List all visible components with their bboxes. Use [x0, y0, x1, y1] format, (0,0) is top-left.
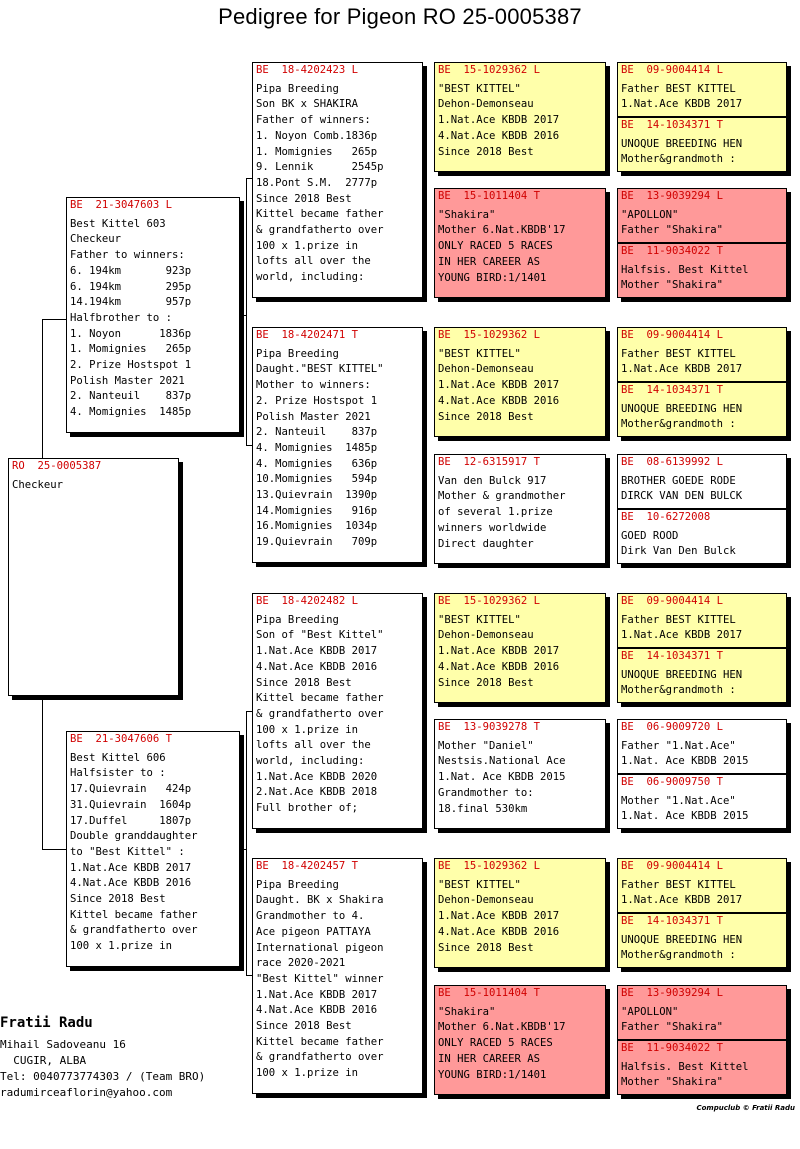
- note-line: 1.Nat.Ace KBDB 2017: [438, 379, 560, 392]
- pigeon-notes: [621, 529, 783, 560]
- note-line: 1.Nat.Ace KBDB 2017: [70, 861, 192, 874]
- note-line: 18.Pont S.M. 2777p: [256, 176, 378, 189]
- note-line: 4.Nat.Ace KBDB 2016: [438, 129, 560, 142]
- note-line: Since 2018 Best: [438, 410, 534, 423]
- ring-number: BE 15-1011404 T: [438, 190, 541, 202]
- ring-number: BE 14-1034371 T: [621, 119, 724, 131]
- note-line: 6. 194km 923p: [70, 264, 192, 277]
- note-line: IN HER CAREER AS: [438, 1052, 541, 1065]
- note-line: 100 x 1.prize in: [70, 940, 173, 953]
- connector-sire-grandparents: [246, 178, 247, 445]
- ring-number: BE 14-1034371 T: [621, 384, 724, 396]
- note-line: & grandfatherto over: [70, 924, 198, 937]
- page-title: Pedigree for Pigeon RO 25-0005387: [218, 4, 582, 29]
- ring-number: BE 11-9034022 T: [621, 1042, 724, 1054]
- note-line: Father "Shakira": [621, 1021, 724, 1034]
- note-line: "APOLLON": [621, 208, 679, 221]
- note-line: Mother&grandmoth :: [621, 949, 736, 962]
- note-line: 1.Nat. Ace KBDB 2015: [621, 810, 749, 823]
- note-line: 4.Nat.Ace KBDB 2016: [438, 394, 560, 407]
- connector-sire-grandparents: [246, 445, 252, 446]
- owner-phone: Tel: 0040773774303 / (Team BRO): [0, 1070, 206, 1083]
- connector-subject-sire: [42, 319, 43, 458]
- grandparent-card-4[interactable]: [252, 858, 423, 1094]
- note-line: Nestsis.National Ace: [438, 755, 566, 768]
- note-line: Pipa Breeding: [256, 613, 339, 626]
- note-line: 14.Momignies 916p: [256, 504, 378, 517]
- note-line: world, including:: [256, 755, 365, 768]
- note-line: "APOLLON": [621, 1005, 679, 1018]
- note-line: Dirk Van Den Bulck: [621, 545, 736, 558]
- note-line: Son of "Best Kittel": [256, 629, 384, 642]
- pigeon-notes: [256, 878, 419, 1082]
- great-grandparent-card-2[interactable]: [434, 188, 606, 298]
- note-line: Dehon-Demonseau: [438, 629, 534, 642]
- note-line: Father BEST KITTEL: [621, 347, 736, 360]
- note-line: 1.Nat.Ace KBDB 2020: [256, 770, 378, 783]
- note-line: International pigeon: [256, 941, 384, 954]
- ring-number: BE 13-9039294 L: [621, 987, 724, 999]
- great-great-grandparent-card-3[interactable]: [617, 188, 787, 243]
- note-line: & grandfatherto over: [256, 224, 384, 237]
- note-line: Best Kittel 606: [70, 751, 166, 764]
- great-great-grandparent-card-9[interactable]: [617, 593, 787, 648]
- pigeon-notes: [621, 82, 783, 113]
- owner-email[interactable]: radumirceaflorin@yahoo.com: [0, 1086, 173, 1099]
- great-grandparent-card-8[interactable]: [434, 985, 606, 1095]
- great-great-grandparent-card-8[interactable]: [617, 509, 787, 564]
- great-great-grandparent-card-12[interactable]: [617, 774, 787, 829]
- note-line: UNOQUE BREEDING HEN: [621, 402, 743, 415]
- great-great-grandparent-card-6[interactable]: [617, 382, 787, 437]
- ring-number: BE 18-4202423 L: [256, 64, 359, 76]
- note-line: Direct daughter: [438, 537, 534, 550]
- note-line: Mother 6.Nat.KBDB'17: [438, 1021, 566, 1034]
- ring-number: BE 14-1034371 T: [621, 915, 724, 927]
- note-line: 1.Nat.Ace KBDB 2017: [621, 894, 743, 907]
- ring-number: BE 14-1034371 T: [621, 650, 724, 662]
- note-line: Pipa Breeding: [256, 82, 339, 95]
- note-line: 100 x 1.prize in: [256, 239, 359, 252]
- great-great-grandparent-card-15[interactable]: [617, 985, 787, 1040]
- note-line: 1.Nat.Ace KBDB 2017: [438, 114, 560, 127]
- pigeon-notes: [256, 613, 419, 817]
- note-line: 18.final 530km: [438, 802, 528, 815]
- pigeon-notes: [621, 878, 783, 909]
- note-line: Dehon-Demonseau: [438, 98, 534, 111]
- pigeon-notes: [621, 794, 783, 825]
- connector-sire-grandparents: [246, 178, 252, 179]
- note-line: UNOQUE BREEDING HEN: [621, 933, 743, 946]
- note-line: BROTHER GOEDE RODE: [621, 474, 736, 487]
- note-line: 100 x 1.prize in: [256, 723, 359, 736]
- note-line: 19.Quievrain 709p: [256, 536, 378, 549]
- note-line: Halfsis. Best Kittel: [621, 1060, 749, 1073]
- note-line: 2.Nat.Ace KBDB 2018: [256, 786, 378, 799]
- great-grandparent-card-6[interactable]: [434, 719, 606, 829]
- note-line: 17.Quievrain 424p: [70, 783, 192, 796]
- note-line: to "Best Kittel" :: [70, 845, 185, 858]
- note-line: Kittel became father: [256, 692, 384, 705]
- ring-number: BE 11-9034022 T: [621, 245, 724, 257]
- connector-dam-grandparents: [246, 711, 252, 712]
- great-great-grandparent-card-11[interactable]: [617, 719, 787, 774]
- note-line: Father of winners:: [256, 114, 371, 127]
- subject-pigeon-card[interactable]: [8, 458, 179, 696]
- note-line: ONLY RACED 5 RACES: [438, 240, 553, 253]
- note-line: UNOQUE BREEDING HEN: [621, 137, 743, 150]
- grandparent-card-2[interactable]: [252, 327, 423, 563]
- pigeon-notes: [621, 402, 783, 433]
- note-line: Kittel became father: [256, 208, 384, 221]
- note-line: "Best Kittel" winner: [256, 972, 384, 985]
- note-line: 2. Prize Hostspot 1: [256, 394, 378, 407]
- note-line: & grandfatherto over: [256, 707, 384, 720]
- note-line: 1.Nat.Ace KBDB 2017: [621, 98, 743, 111]
- pigeon-notes: [621, 668, 783, 699]
- note-line: 2. Prize Hostspot 1: [70, 359, 192, 372]
- note-line: Since 2018 Best: [438, 676, 534, 689]
- note-line: 1.Nat.Ace KBDB 2017: [256, 988, 378, 1001]
- note-line: Van den Bulck 917: [438, 474, 547, 487]
- great-great-grandparent-card-5[interactable]: [617, 327, 787, 382]
- note-line: Mother "1.Nat.Ace": [621, 794, 736, 807]
- note-line: Father BEST KITTEL: [621, 878, 736, 891]
- note-line: 6. 194km 295p: [70, 280, 192, 293]
- note-line: Mother&grandmoth :: [621, 684, 736, 697]
- note-line: Since 2018 Best: [256, 676, 352, 689]
- pigeon-notes: [621, 263, 783, 294]
- note-line: race 2020-2021: [256, 957, 346, 970]
- ring-number: RO 25-0005387: [12, 460, 102, 472]
- great-grandparent-card-4[interactable]: [434, 454, 606, 564]
- pigeon-notes: [438, 208, 602, 287]
- note-line: 14.194km 957p: [70, 296, 192, 309]
- connector-sire-grandparents: [240, 315, 246, 316]
- note-line: Since 2018 Best: [438, 941, 534, 954]
- note-line: Halfbrother to :: [70, 311, 173, 324]
- note-line: 1.Nat.Ace KBDB 2017: [256, 645, 378, 658]
- pigeon-notes: [621, 137, 783, 168]
- owner-info: [0, 1015, 205, 1101]
- note-line: Mother & grandmother: [438, 490, 566, 503]
- note-line: Checkeur: [12, 478, 64, 491]
- ring-number: BE 15-1029362 L: [438, 329, 541, 341]
- note-line: Mother "Daniel": [438, 739, 534, 752]
- note-line: UNOQUE BREEDING HEN: [621, 668, 743, 681]
- pigeon-notes: [621, 1060, 783, 1091]
- ring-number: BE 21-3047606 T: [70, 733, 173, 745]
- note-line: Dehon-Demonseau: [438, 894, 534, 907]
- note-line: Mother&grandmoth :: [621, 418, 736, 431]
- note-line: Since 2018 Best: [438, 145, 534, 158]
- note-line: 1.Nat.Ace KBDB 2017: [621, 629, 743, 642]
- ring-number: BE 13-9039278 T: [438, 721, 541, 733]
- great-great-grandparent-card-13[interactable]: [617, 858, 787, 913]
- note-line: Mother 6.Nat.KBDB'17: [438, 224, 566, 237]
- great-great-grandparent-card-10[interactable]: [617, 648, 787, 703]
- ring-number: BE 15-1029362 L: [438, 64, 541, 76]
- note-line: Kittel became father: [70, 908, 198, 921]
- owner-address-line2: CUGIR, ALBA: [0, 1054, 87, 1067]
- note-line: DIRCK VAN DEN BULCK: [621, 490, 743, 503]
- ring-number: BE 15-1029362 L: [438, 860, 541, 872]
- note-line: YOUNG BIRD:1/1401: [438, 271, 547, 284]
- note-line: ONLY RACED 5 RACES: [438, 1037, 553, 1050]
- note-line: Double granddaughter: [70, 830, 198, 843]
- note-line: 1. Momignies 265p: [256, 145, 378, 158]
- great-great-grandparent-card-2[interactable]: [617, 117, 787, 172]
- pigeon-notes: [621, 347, 783, 378]
- note-line: Pipa Breeding: [256, 347, 339, 360]
- ring-number: BE 06-9009720 L: [621, 721, 724, 733]
- note-line: winners worldwide: [438, 521, 547, 534]
- note-line: Mother "Shakira": [621, 279, 724, 292]
- note-line: Mother to winners:: [256, 379, 371, 392]
- note-line: Since 2018 Best: [70, 893, 166, 906]
- great-great-grandparent-card-14[interactable]: [617, 913, 787, 968]
- note-line: 1.Nat. Ace KBDB 2015: [438, 771, 566, 784]
- software-credit: Compuclub © Fratii Radu: [696, 1104, 795, 1112]
- great-great-grandparent-card-7[interactable]: [617, 454, 787, 509]
- note-line: Polish Master 2021: [70, 374, 185, 387]
- note-line: Checkeur: [70, 233, 122, 246]
- pigeon-notes: [438, 739, 602, 818]
- ring-number: BE 09-9004414 L: [621, 860, 724, 872]
- ring-number: BE 09-9004414 L: [621, 595, 724, 607]
- pigeon-notes: [438, 82, 602, 161]
- note-line: "Shakira": [438, 1005, 496, 1018]
- note-line: Mother&grandmoth :: [621, 153, 736, 166]
- note-line: 4. Momignies 1485p: [256, 441, 378, 454]
- grandparent-card-3[interactable]: [252, 593, 423, 829]
- pigeon-notes: [438, 474, 602, 553]
- note-line: Father BEST KITTEL: [621, 82, 736, 95]
- note-line: 1.Nat.Ace KBDB 2017: [438, 910, 560, 923]
- note-line: 16.Momignies 1034p: [256, 520, 378, 533]
- note-line: Halfsis. Best Kittel: [621, 263, 749, 276]
- note-line: "Shakira": [438, 208, 496, 221]
- note-line: Full brother of;: [256, 802, 359, 815]
- great-grandparent-card-3[interactable]: [434, 327, 606, 437]
- pigeon-notes: [621, 739, 783, 770]
- ring-number: BE 18-4202457 T: [256, 860, 359, 872]
- pigeon-notes: [438, 347, 602, 426]
- note-line: 4. Momignies 1485p: [70, 406, 192, 419]
- great-grandparent-card-1[interactable]: [434, 62, 606, 172]
- note-line: 1.Nat.Ace KBDB 2017: [438, 645, 560, 658]
- note-line: 4.Nat.Ace KBDB 2016: [256, 660, 378, 673]
- pigeon-notes: [438, 1005, 602, 1084]
- note-line: 4.Nat.Ace KBDB 2016: [438, 660, 560, 673]
- connector-dam-grandparents: [246, 975, 252, 976]
- pigeon-notes: [621, 1005, 783, 1036]
- pigeon-notes: [621, 208, 783, 239]
- note-line: 4.Nat.Ace KBDB 2016: [70, 877, 192, 890]
- note-line: 4.Nat.Ace KBDB 2016: [256, 1004, 378, 1017]
- sire-card[interactable]: [66, 197, 240, 433]
- note-line: Grandmother to 4.: [256, 910, 365, 923]
- note-line: Kittel became father: [256, 1035, 384, 1048]
- note-line: "BEST KITTEL": [438, 347, 521, 360]
- note-line: 2. Nanteuil 837p: [256, 426, 378, 439]
- great-great-grandparent-card-4[interactable]: [617, 243, 787, 298]
- note-line: "BEST KITTEL": [438, 878, 521, 891]
- note-line: & grandfatherto over: [256, 1051, 384, 1064]
- note-line: Since 2018 Best: [256, 1020, 352, 1033]
- pigeon-notes: [621, 613, 783, 644]
- ring-number: BE 21-3047603 L: [70, 199, 173, 211]
- note-line: 100 x 1.prize in: [256, 1067, 359, 1080]
- ring-number: BE 08-6139992 L: [621, 456, 724, 468]
- pigeon-notes: [621, 933, 783, 964]
- pigeon-notes: [256, 82, 419, 286]
- note-line: YOUNG BIRD:1/1401: [438, 1068, 547, 1081]
- ring-number: BE 10-6272008: [621, 511, 711, 523]
- note-line: 4.Nat.Ace KBDB 2016: [438, 925, 560, 938]
- great-grandparent-card-7[interactable]: [434, 858, 606, 968]
- grandparent-card-1[interactable]: [252, 62, 423, 298]
- note-line: lofts all over the: [256, 255, 371, 268]
- ring-number: BE 06-9009750 T: [621, 776, 724, 788]
- note-line: Best Kittel 603: [70, 217, 166, 230]
- note-line: 31.Quievrain 1604p: [70, 798, 192, 811]
- note-line: Grandmother to:: [438, 786, 534, 799]
- note-line: of several 1.prize: [438, 506, 553, 519]
- note-line: 4. Momignies 636p: [256, 457, 378, 470]
- connector-subject-dam: [42, 849, 66, 850]
- note-line: Father to winners:: [70, 249, 185, 262]
- connector-dam-grandparents: [246, 711, 247, 975]
- note-line: 1. Noyon 1836p: [70, 327, 192, 340]
- note-line: Ace pigeon PATTAYA: [256, 925, 371, 938]
- ring-number: BE 18-4202482 L: [256, 595, 359, 607]
- note-line: Daught."BEST KITTEL": [256, 363, 384, 376]
- ring-number: BE 18-4202471 T: [256, 329, 359, 341]
- connector-subject-sire: [42, 319, 66, 320]
- ring-number: BE 09-9004414 L: [621, 329, 724, 341]
- pigeon-notes: [438, 878, 602, 957]
- note-line: 1. Noyon Comb.1836p: [256, 129, 378, 142]
- pigeon-notes: [70, 751, 236, 955]
- note-line: Pipa Breeding: [256, 878, 339, 891]
- connector-dam-grandparents: [240, 849, 246, 850]
- note-line: Father "Shakira": [621, 224, 724, 237]
- note-line: GOED ROOD: [621, 529, 679, 542]
- note-line: 13.Quievrain 1390p: [256, 489, 378, 502]
- note-line: 2. Nanteuil 837p: [70, 390, 192, 403]
- note-line: Father BEST KITTEL: [621, 613, 736, 626]
- ring-number: BE 15-1029362 L: [438, 595, 541, 607]
- note-line: world, including:: [256, 271, 365, 284]
- connector-subject-dam: [42, 696, 43, 849]
- note-line: Daught. BK x Shakira: [256, 894, 384, 907]
- ring-number: BE 13-9039294 L: [621, 190, 724, 202]
- note-line: 17.Duffel 1807p: [70, 814, 192, 827]
- note-line: "BEST KITTEL": [438, 613, 521, 626]
- note-line: "BEST KITTEL": [438, 82, 521, 95]
- note-line: Halfsister to :: [70, 767, 166, 780]
- ring-number: BE 15-1011404 T: [438, 987, 541, 999]
- note-line: 9. Lennik 2545p: [256, 161, 384, 174]
- pigeon-notes: [256, 347, 419, 551]
- note-line: Father "1.Nat.Ace": [621, 739, 736, 752]
- great-great-grandparent-card-16[interactable]: [617, 1040, 787, 1095]
- ring-number: BE 09-9004414 L: [621, 64, 724, 76]
- great-grandparent-card-5[interactable]: [434, 593, 606, 703]
- dam-card[interactable]: [66, 731, 240, 967]
- note-line: 1.Nat.Ace KBDB 2017: [621, 363, 743, 376]
- note-line: 1.Nat. Ace KBDB 2015: [621, 755, 749, 768]
- note-line: 1. Momignies 265p: [70, 343, 192, 356]
- owner-address-line1: Mihail Sadoveanu 16: [0, 1038, 126, 1051]
- note-line: Polish Master 2021: [256, 410, 371, 423]
- pigeon-notes: [70, 217, 236, 421]
- great-great-grandparent-card-1[interactable]: [617, 62, 787, 117]
- pigeon-notes: [438, 613, 602, 692]
- owner-name: Fratii Radu: [0, 1015, 93, 1031]
- note-line: lofts all over the: [256, 739, 371, 752]
- ring-number: BE 12-6315917 T: [438, 456, 541, 468]
- note-line: IN HER CAREER AS: [438, 255, 541, 268]
- pigeon-notes: [621, 474, 783, 505]
- note-line: Since 2018 Best: [256, 192, 352, 205]
- pigeon-notes: [12, 478, 175, 494]
- note-line: 10.Momignies 594p: [256, 473, 378, 486]
- note-line: Dehon-Demonseau: [438, 363, 534, 376]
- note-line: Son BK x SHAKIRA: [256, 98, 359, 111]
- note-line: Mother "Shakira": [621, 1076, 724, 1089]
